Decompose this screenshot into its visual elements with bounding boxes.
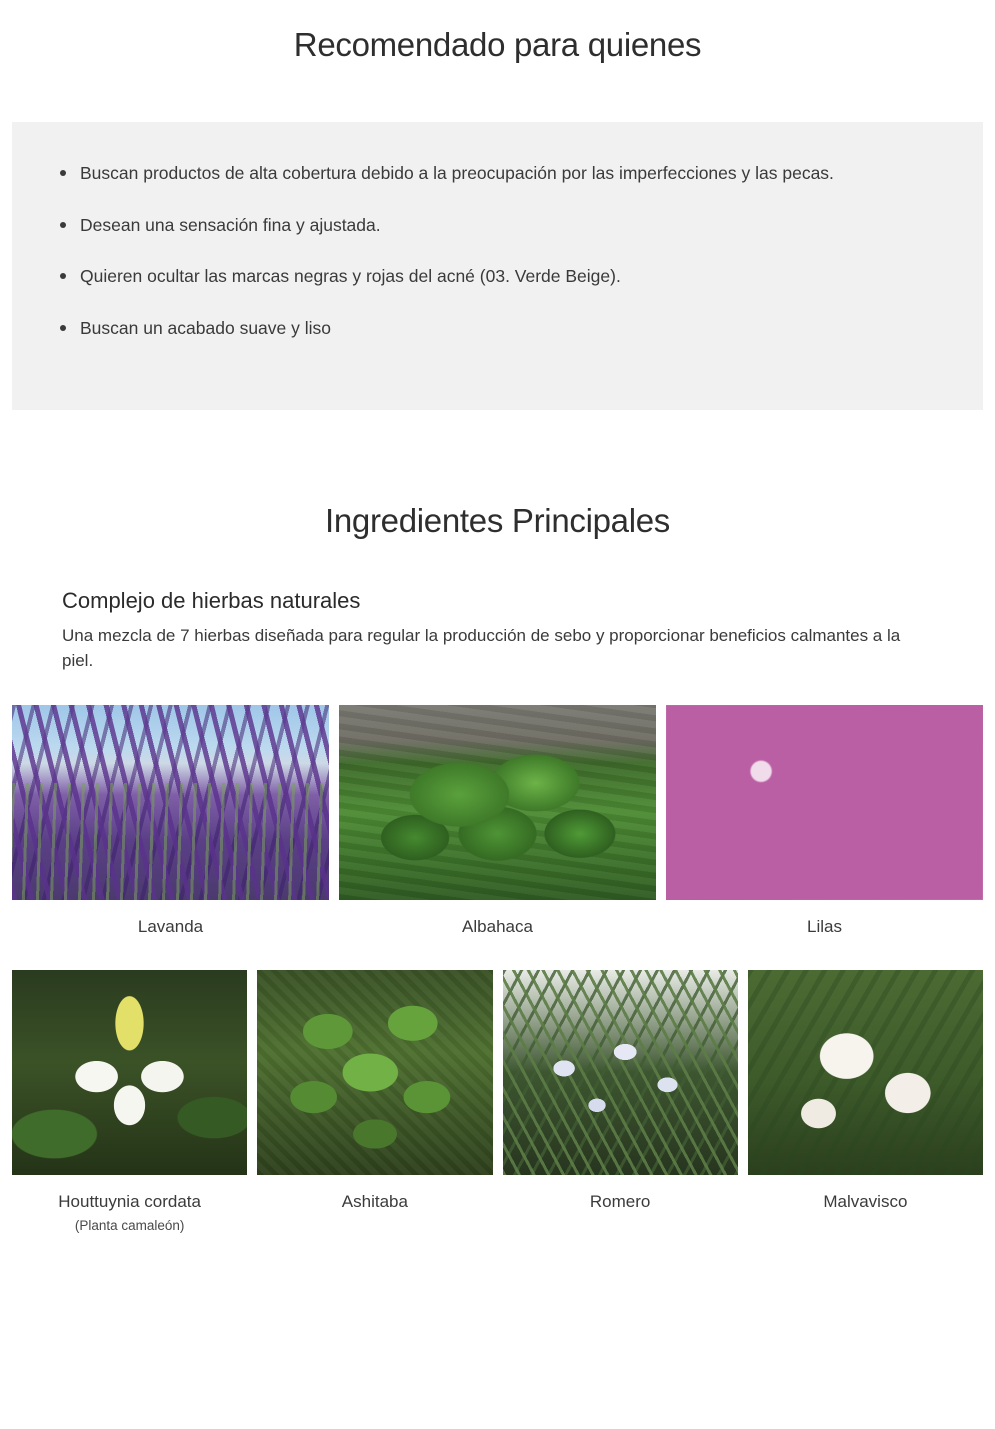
ashitaba-leaves-photo <box>257 970 492 1175</box>
list-item <box>48 214 947 238</box>
list-item-text: Buscan productos de alta cobertura debido a la preocupación por las imperfecciones y las pecas. <box>80 163 834 183</box>
list-item <box>48 317 947 341</box>
ingredients-section <box>0 502 995 1233</box>
ingredient-grid-row-2 <box>0 970 995 1233</box>
page-title: Recomendado para quienes <box>293 26 702 63</box>
ingredient-caption: Malvavisco <box>823 1191 908 1211</box>
ingredient-card <box>12 970 247 1233</box>
bullet-icon <box>60 222 66 228</box>
ingredients-title: Ingredientes Principales <box>324 502 670 539</box>
herbal-complex-description: Una mezcla de 7 hierbas diseñada para regular la producción de sebo y proporcionar beneficios calmantes a la piel. <box>62 626 901 670</box>
bullet-icon <box>60 170 66 176</box>
ingredient-caption: Ashitaba <box>341 1191 408 1211</box>
herbal-complex-heading: Complejo de hierbas naturales <box>62 588 361 613</box>
ingredient-card <box>12 705 329 937</box>
ingredient-card <box>257 970 492 1233</box>
ingredient-caption: Lavanda <box>137 917 204 937</box>
ingredient-card <box>339 705 656 937</box>
list-item-text: Desean una sensación fina y ajustada. <box>80 214 381 235</box>
recommended-panel <box>12 122 983 410</box>
rosemary-flowers-photo <box>503 970 738 1175</box>
marshmallow-flower-photo <box>748 970 983 1175</box>
lilac-flowers-photo <box>666 705 983 900</box>
list-item-text: Quieren ocultar las marcas negras y rojas del acné (03. Verde Beige). <box>80 266 621 287</box>
ingredient-caption: Lilas <box>807 917 842 937</box>
ingredient-grid-row-1 <box>0 705 995 937</box>
lavender-field-photo <box>12 705 329 900</box>
herbal-complex-block <box>0 540 995 673</box>
list-item <box>48 265 947 289</box>
recommended-for-section <box>0 0 995 410</box>
ingredient-subcaption: (Planta camaleón) <box>74 1218 185 1234</box>
ingredient-card <box>503 970 738 1233</box>
houttuynia-flower-photo <box>12 970 247 1175</box>
ingredient-card <box>748 970 983 1233</box>
ingredient-caption: Romero <box>589 1191 651 1211</box>
ingredient-card <box>666 705 983 937</box>
ingredient-caption: Albahaca <box>462 917 533 937</box>
recommended-list <box>48 162 947 341</box>
list-item-text: Buscan un acabado suave y liso <box>80 317 331 338</box>
section-divider <box>0 410 995 502</box>
ingredient-caption: Houttuynia cordata <box>58 1191 201 1211</box>
basil-leaves-photo <box>339 705 656 900</box>
bullet-icon <box>60 325 66 331</box>
bullet-icon <box>60 273 66 279</box>
list-item <box>48 162 947 186</box>
